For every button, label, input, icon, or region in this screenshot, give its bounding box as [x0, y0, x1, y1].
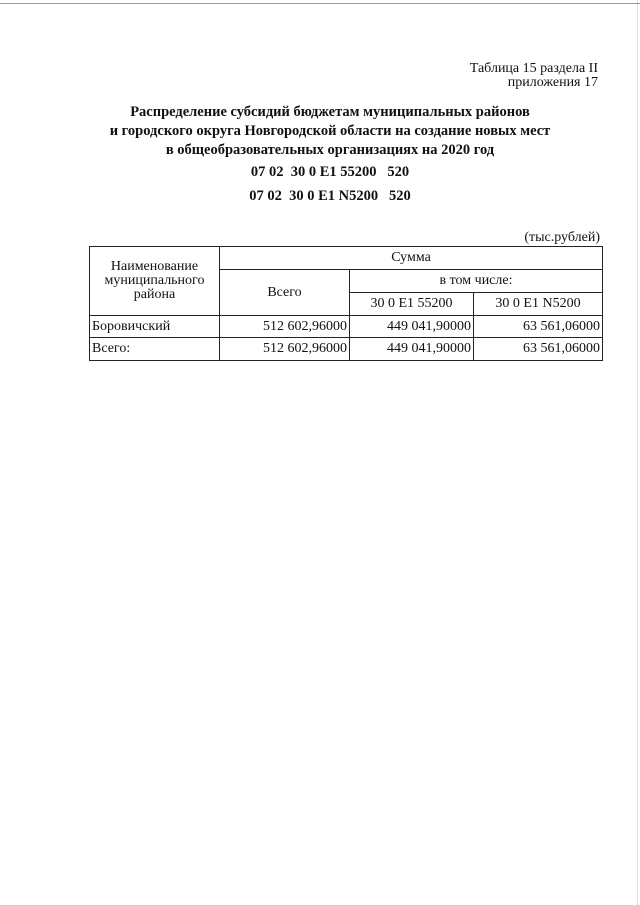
- header-total: Всего: [220, 270, 350, 316]
- district-sub1-cell: 449 041,90000: [350, 316, 474, 338]
- table-row: [90, 316, 603, 338]
- grand-total-label: Всего:: [90, 338, 220, 361]
- document-title-line1: Распределение субсидий бюджетам муниципальных районов: [130, 104, 530, 120]
- subsidy-table: [89, 246, 603, 361]
- units-label: (тыс.рублей): [524, 230, 600, 245]
- table-total-row: [90, 338, 603, 361]
- budget-code-line2: 07 02 30 0 E1 N5200 520: [249, 188, 411, 204]
- district-name-cell: Боровичский: [90, 316, 220, 338]
- header-code-55200: 30 0 E1 55200: [350, 293, 474, 316]
- budget-code-line1: 07 02 30 0 E1 55200 520: [250, 164, 410, 180]
- scan-border-right: [637, 0, 638, 905]
- scan-border-top: [0, 3, 640, 4]
- header-including: в том числе:: [350, 270, 603, 293]
- table-header-row: [90, 247, 603, 270]
- table-reference: [470, 62, 598, 90]
- district-total-cell: 512 602,96000: [220, 316, 350, 338]
- document-title: [80, 103, 580, 160]
- district-sub2-cell: 63 561,06000: [474, 316, 603, 338]
- table-reference-line2: приложения 17: [507, 75, 598, 90]
- document-title-line3: в общеобразовательных организациях на 2020 год: [165, 142, 495, 158]
- header-sum: Сумма: [220, 247, 603, 270]
- header-municipal-district: Наименование муниципального района: [90, 247, 220, 316]
- grand-total-sub1-cell: 449 041,90000: [350, 338, 474, 361]
- header-code-n5200: 30 0 E1 N5200: [474, 293, 603, 316]
- table-reference-line1: Таблица 15 раздела II: [469, 61, 598, 76]
- grand-total-sub2-cell: 63 561,06000: [474, 338, 603, 361]
- grand-total-cell: 512 602,96000: [220, 338, 350, 361]
- document-title-line2: и городского округа Новгородской области на создание новых мест: [109, 123, 551, 139]
